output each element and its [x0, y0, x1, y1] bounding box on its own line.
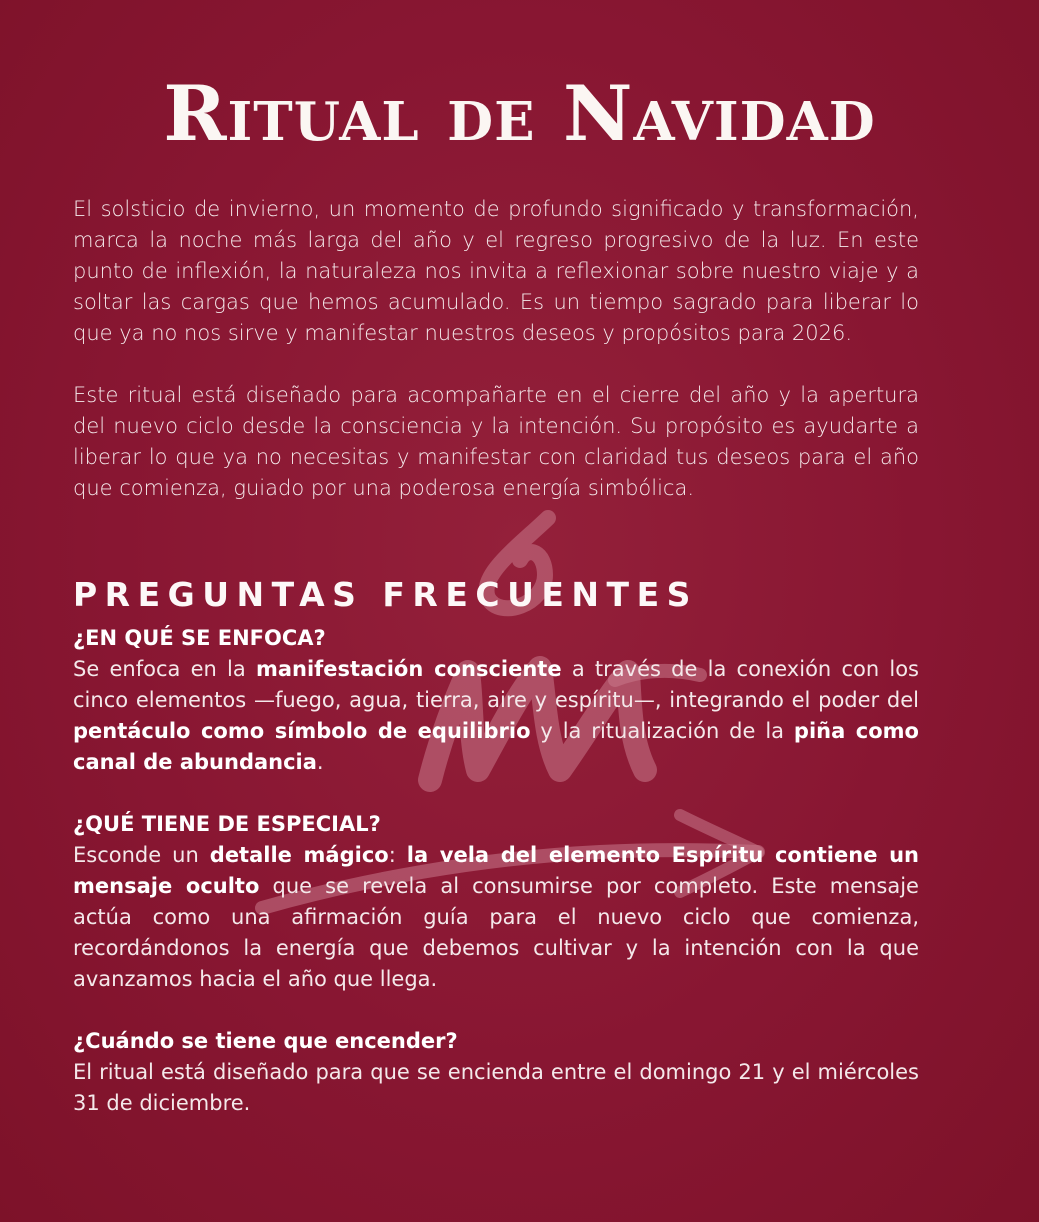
faq-answer-text: Se enfoca en la	[73, 657, 256, 681]
faq-item	[73, 809, 919, 995]
faq-question: ¿QUÉ TIENE DE ESPECIAL?	[73, 812, 381, 836]
faq-question: ¿Cuándo se tiene que encender?	[73, 1029, 458, 1053]
faq-answer-text: El ritual está diseñado para que se encienda entre el domingo 21 y el miércoles 31 de diciembre.	[73, 1060, 919, 1115]
faq-answer-highlight: piña como canal de abundancia	[73, 719, 919, 774]
faq-answer-text: a través de la conexión con los cinco elementos —fuego, agua, tierra, aire y espíritu—, integrando el poder del	[73, 657, 919, 712]
faq-question: ¿EN QUÉ SE ENFOCA?	[73, 626, 326, 650]
faq-list	[73, 623, 919, 1119]
main-content	[73, 194, 919, 1119]
faq-answer	[73, 654, 919, 778]
faq-answer	[73, 840, 919, 995]
faq-answer-text: Esconde un	[73, 843, 210, 867]
faq-heading: PREGUNTAS FRECUENTES	[73, 575, 698, 614]
faq-item	[73, 1026, 919, 1119]
faq-answer-text: que se revela al consumirse por completo. Este mensaje actúa como una afirmación guía para el nuevo ciclo que comienza, recordándonos la energía que debemos cultivar y la intención con la que avanzamos hacia el año que llega.	[73, 874, 919, 991]
page-title: Ritual de Navidad	[163, 69, 876, 158]
intro-paragraph-1: El solsticio de invierno, un momento de profundo significado y transformación, marca la noche más larga del año y el regreso progresivo de la luz. En este punto de inflexión, la naturaleza nos invita a reflexionar sobre nuestro viaje y a soltar las cargas que hemos acumulado. Es un tiempo sagrado para liberar lo que ya no nos sirve y manifestar nuestros deseos y propósitos para 2026.	[73, 197, 919, 345]
faq-answer-text: .	[316, 750, 324, 774]
faq-answer-text: y la ritualización de la	[530, 719, 794, 743]
faq-answer-highlight: manifestación consciente	[255, 657, 562, 681]
faq-answer-highlight: la vela del elemento Espíritu contiene un mensaje oculto	[73, 843, 919, 898]
faq-answer-text: :	[388, 843, 407, 867]
faq-answer-highlight: pentáculo como símbolo de equilibrio	[73, 719, 531, 743]
intro-paragraph-2: Este ritual está diseñado para acompañarte en el cierre del año y la apertura del nuevo ciclo desde la consciencia y la intención. Su propósito es ayudarte a liberar lo que ya no necesitas y manifestar con claridad tus deseos para el año que comienza, guiado por una poderosa energía simbólica.	[73, 383, 919, 500]
faq-answer-highlight: detalle mágico	[209, 843, 389, 867]
faq-item	[73, 623, 919, 778]
faq-answer	[73, 1057, 919, 1119]
